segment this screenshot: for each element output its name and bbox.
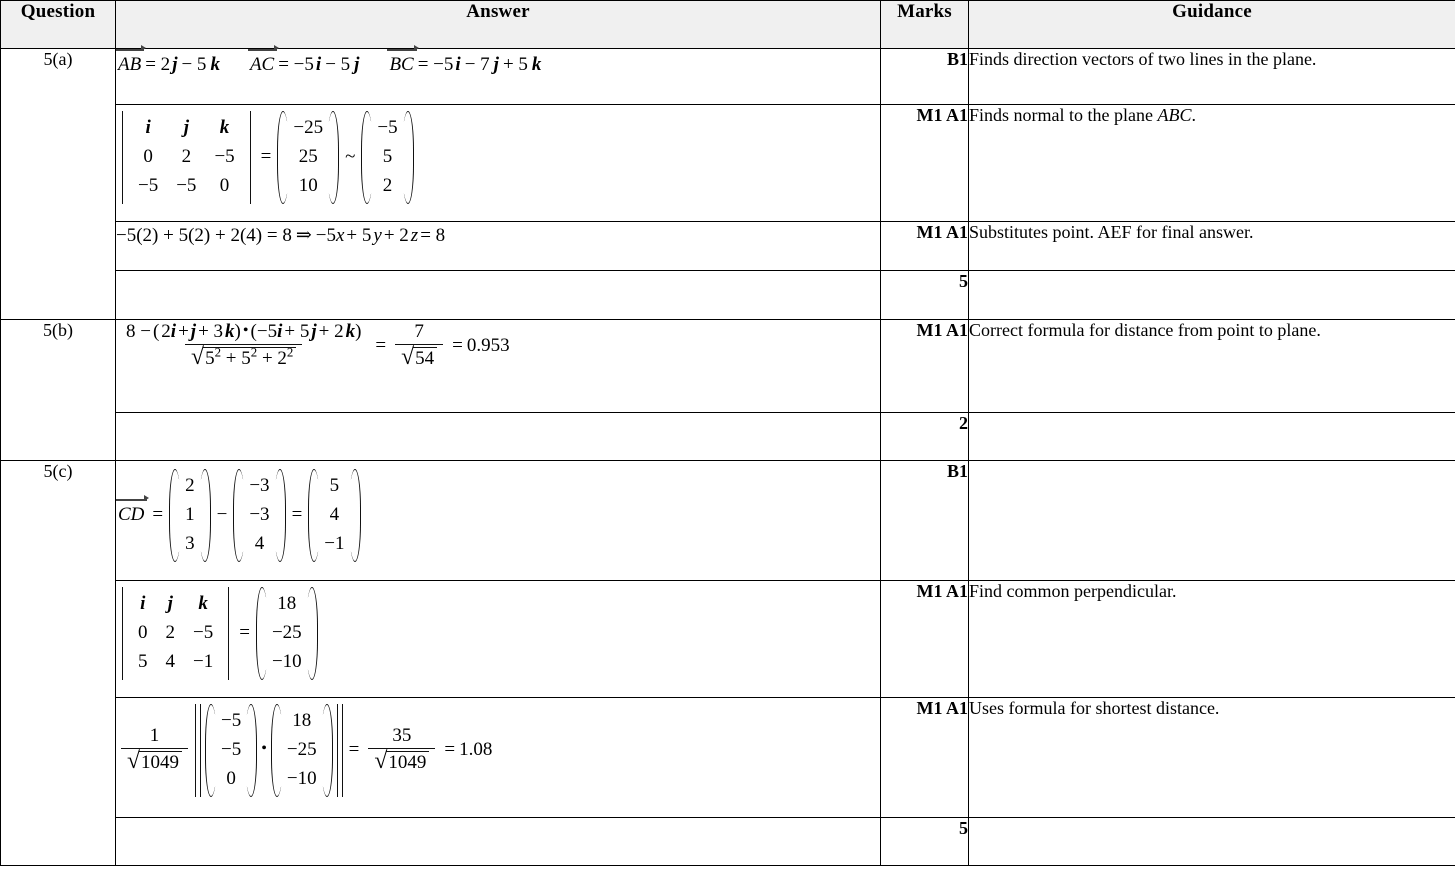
cd-v3-y: 4: [329, 503, 340, 525]
determinant-1: [118, 111, 255, 204]
guidance-plane-name: ABC: [1157, 105, 1192, 125]
mod-v2-y: −25: [286, 738, 317, 760]
normal-raw-x: −25: [293, 117, 324, 138]
determinant-2: [118, 587, 233, 680]
mod-v2-z: −10: [286, 767, 317, 789]
bc-mid: − 7: [464, 54, 490, 75]
guidance-cell-5a-3: Substitutes point. AEF for final answer.: [969, 222, 1455, 271]
common-perpendicular-vector: [256, 587, 318, 680]
det1-c3: 0: [143, 145, 153, 167]
table-row: [1, 105, 1455, 222]
guidance-cell-5b-total: [969, 413, 1455, 461]
table-row: [1, 49, 1455, 105]
guidance-cell-5a-total: [969, 271, 1455, 320]
eq-2: =: [452, 334, 463, 356]
answer-cell-5c-total: [116, 818, 881, 866]
answer-cell-5c-2: [116, 581, 881, 698]
lead-radicand: 1049: [139, 751, 182, 775]
det1-c0: i: [145, 117, 151, 138]
table-row: [1, 320, 1455, 413]
result-fraction: [395, 322, 443, 371]
answer-cell-5a-3: [116, 222, 881, 271]
question-label-5a: 5(a): [1, 49, 116, 320]
plane-c: + 2: [383, 225, 409, 246]
v1-a: 2: [161, 321, 171, 342]
plane-d: = 8: [420, 225, 446, 246]
answer-cell-5c-3: [116, 698, 881, 818]
answer-cell-5c-1: [116, 461, 881, 581]
radical-symbol: √: [374, 747, 388, 774]
guidance-cell-5c-total: [969, 818, 1455, 866]
table-row: [1, 461, 1455, 581]
ac-j-unit: j: [354, 54, 360, 75]
det1-c2: k: [219, 117, 230, 138]
answer-cell-5a-total: [116, 271, 881, 320]
det1-equals: =: [260, 145, 272, 167]
num-lead: 8 −: [126, 321, 151, 342]
header-answer: Answer: [116, 1, 881, 49]
marks-cell-5c-1: B1: [881, 461, 969, 581]
guidance-cell-5a-2: [969, 105, 1455, 222]
vector-cd-label: CD: [116, 505, 146, 526]
guidance-text-suffix: .: [1191, 105, 1196, 125]
plane-b: + 5: [346, 225, 372, 246]
det1-c7: −5: [176, 174, 197, 196]
table-row: [1, 698, 1455, 818]
radical-symbol: √: [191, 343, 205, 370]
marks-cell-5a-3: M1 A1: [881, 222, 969, 271]
ac-equals: = −5: [278, 54, 314, 75]
det2-c1: j: [167, 593, 173, 614]
normal-raw-z: 10: [298, 174, 318, 196]
marks-total-5b: 2: [881, 413, 969, 461]
det1-c1: j: [183, 117, 189, 138]
table-header-row: [1, 1, 1455, 49]
v1-k: k: [225, 321, 235, 342]
det2-c8: −1: [193, 650, 214, 672]
table-row: [1, 581, 1455, 698]
guidance-cell-5c-2: Find common perpendicular.: [969, 581, 1455, 698]
cd-minus: −: [216, 503, 228, 525]
v1-p1: +: [178, 321, 189, 342]
answer-cell-5b-total: [116, 413, 881, 461]
v2-a: −5: [256, 321, 278, 342]
vector-ab-label: AB: [116, 55, 143, 76]
den-t2-exp: 2: [250, 344, 258, 360]
table-row: [1, 222, 1455, 271]
normal-vector-operand: [205, 704, 257, 797]
header-guidance: Guidance: [969, 1, 1455, 49]
plane-a: −5: [315, 225, 336, 246]
distance-value: 0.953: [466, 334, 510, 356]
mod-v2-x: 18: [292, 710, 312, 731]
guidance-cell-5c-3: Uses formula for shortest distance.: [969, 698, 1455, 818]
cd-equals: =: [152, 503, 164, 525]
cd-result-vector: [308, 469, 360, 562]
plane-y: y: [373, 225, 382, 246]
ab-k-unit: k: [210, 54, 220, 75]
ac-mid: − 5: [325, 54, 351, 75]
cd-v2-y: −3: [249, 503, 270, 525]
perpendicular-vector-operand: [271, 704, 333, 797]
ab-equals: = 2: [145, 54, 171, 75]
marks-total-5c: 5: [881, 818, 969, 866]
result-radicand: 54: [413, 347, 437, 371]
substitution-lhs: −5(2) + 5(2) + 2(4) = 8: [116, 225, 292, 246]
ab-minus: − 5: [181, 54, 207, 75]
perp-z: −10: [271, 650, 302, 672]
sd-eq-1: =: [348, 738, 360, 760]
denominator-sqrt: √ $5^2 + 5^2 + 2^2$: [191, 347, 296, 371]
det2-c4: 2: [165, 621, 175, 643]
mod-v1-z: 0: [226, 767, 236, 789]
modulus-group: [193, 704, 345, 797]
bc-equals: = −5: [417, 54, 454, 75]
vector-ac-label: AC: [248, 55, 276, 76]
result-sqrt: [401, 343, 437, 371]
radical-symbol: √: [401, 343, 415, 370]
den-t3-base: 2: [277, 347, 287, 369]
distance-fraction: 8 − ( 2 i + j + 3 k ) • ( −5 i + 5 j + 2 k ) √ $5^2 + 5^2 + 2^2$: [126, 321, 362, 370]
eq-1: =: [375, 334, 387, 356]
dot-product-symbol: •: [242, 322, 249, 340]
shortest-distance-fraction: [368, 726, 435, 775]
header-question: Question: [1, 1, 116, 49]
v2-j: j: [311, 321, 317, 342]
den-t1-base: 5: [205, 347, 215, 369]
normal-vector-simplified: [361, 111, 413, 204]
perp-x: 18: [277, 593, 297, 614]
cd-v2-z: 4: [254, 532, 265, 554]
header-marks: Marks: [881, 1, 969, 49]
bc-k-unit: k: [531, 54, 542, 75]
lead-numerator: 1: [149, 724, 160, 746]
dot-product-symbol: •: [261, 740, 267, 758]
den-t3-exp: 2: [286, 344, 294, 360]
det2-equals: =: [239, 621, 250, 643]
det1-c6: −5: [138, 174, 159, 196]
det1-c5: −5: [214, 145, 235, 167]
v2-p1: + 5: [284, 321, 310, 342]
table-row-total: [1, 271, 1455, 320]
marks-cell-5b-1: M1 A1: [881, 320, 969, 413]
guidance-cell-5b-1: Correct formula for distance from point to plane.: [969, 320, 1455, 413]
normal-simp-z: 2: [382, 174, 393, 196]
bc-i-unit: i: [455, 54, 461, 75]
plane-z: z: [410, 225, 419, 246]
mod-v1-x: −5: [221, 710, 242, 731]
cd-v1-z: 3: [185, 532, 195, 554]
normal-simp-y: 5: [382, 145, 393, 167]
guidance-text-prefix: Finds normal to the plane: [969, 105, 1158, 125]
result-numerator: 7: [414, 321, 424, 342]
mod-v1-y: −5: [221, 738, 242, 760]
den-t2-base: 5: [241, 347, 251, 369]
radical-symbol: √: [127, 747, 141, 774]
sd-eq-2: =: [444, 738, 456, 760]
det2-c6: 5: [138, 650, 148, 672]
det2-c3: 0: [138, 621, 148, 643]
marks-total-5a: 5: [881, 271, 969, 320]
normal-simp-x: −5: [377, 117, 398, 138]
ac-i-unit: i: [315, 54, 322, 75]
sd-radicand: 1049: [386, 751, 429, 775]
marks-cell-5a-1: B1: [881, 49, 969, 105]
sd-numerator: 35: [392, 724, 412, 746]
ab-j-unit: j: [172, 54, 178, 75]
point-d-vector: [169, 469, 211, 562]
marks-cell-5a-2: M1 A1: [881, 105, 969, 222]
table-row-total: [1, 818, 1455, 866]
cd-v1-y: 1: [185, 503, 195, 525]
cd-v1-x: 2: [185, 475, 195, 496]
cd-equals-2: =: [291, 503, 303, 525]
det2-c2: k: [198, 593, 208, 614]
answer-cell-5a-2: [116, 105, 881, 222]
question-label-5c: 5(c): [1, 461, 116, 866]
normal-vector-raw: [277, 111, 339, 204]
shortest-distance-value: 1.08: [459, 738, 493, 760]
v1-j: j: [190, 321, 197, 342]
marks-cell-5c-3: M1 A1: [881, 698, 969, 818]
den-t1-exp: 2: [214, 344, 222, 360]
v1-i: i: [170, 321, 177, 342]
v2-k: k: [345, 321, 356, 342]
marks-cell-5c-2: M1 A1: [881, 581, 969, 698]
answer-cell-5a-1: [116, 49, 881, 105]
leading-coefficient-fraction: [121, 726, 188, 775]
bc-j-unit: j: [493, 54, 499, 75]
det2-c0: i: [140, 593, 146, 614]
guidance-cell-5a-1: Finds direction vectors of two lines in the plane.: [969, 49, 1455, 105]
sd-sqrt: [374, 747, 429, 775]
cd-v3-x: 5: [329, 475, 340, 496]
det1-c4: 2: [181, 145, 192, 167]
det2-c7: 4: [165, 650, 175, 672]
vector-bc-label: BC: [387, 55, 415, 76]
det1-c8: 0: [219, 174, 230, 196]
det2-c5: −5: [193, 621, 214, 643]
plane-x: x: [335, 225, 345, 246]
answer-cell-5b-1: [116, 320, 881, 413]
v1-p2: + 3: [198, 321, 224, 342]
implies-symbol: ⇒: [295, 225, 312, 246]
question-label-5b: 5(b): [1, 320, 116, 461]
table-row-total: [1, 413, 1455, 461]
point-c-vector: [233, 469, 285, 562]
normal-raw-y: 25: [298, 145, 318, 167]
guidance-cell-5c-1: [969, 461, 1455, 581]
v2-i: i: [277, 321, 283, 342]
cd-v3-z: −1: [324, 532, 345, 554]
similar-symbol: ~: [345, 145, 356, 167]
bc-plus: + 5: [502, 54, 528, 75]
v2-p2: + 2: [318, 321, 344, 342]
lead-sqrt: [127, 747, 182, 775]
perp-y: −25: [271, 621, 302, 643]
cd-v2-x: −3: [249, 475, 270, 496]
